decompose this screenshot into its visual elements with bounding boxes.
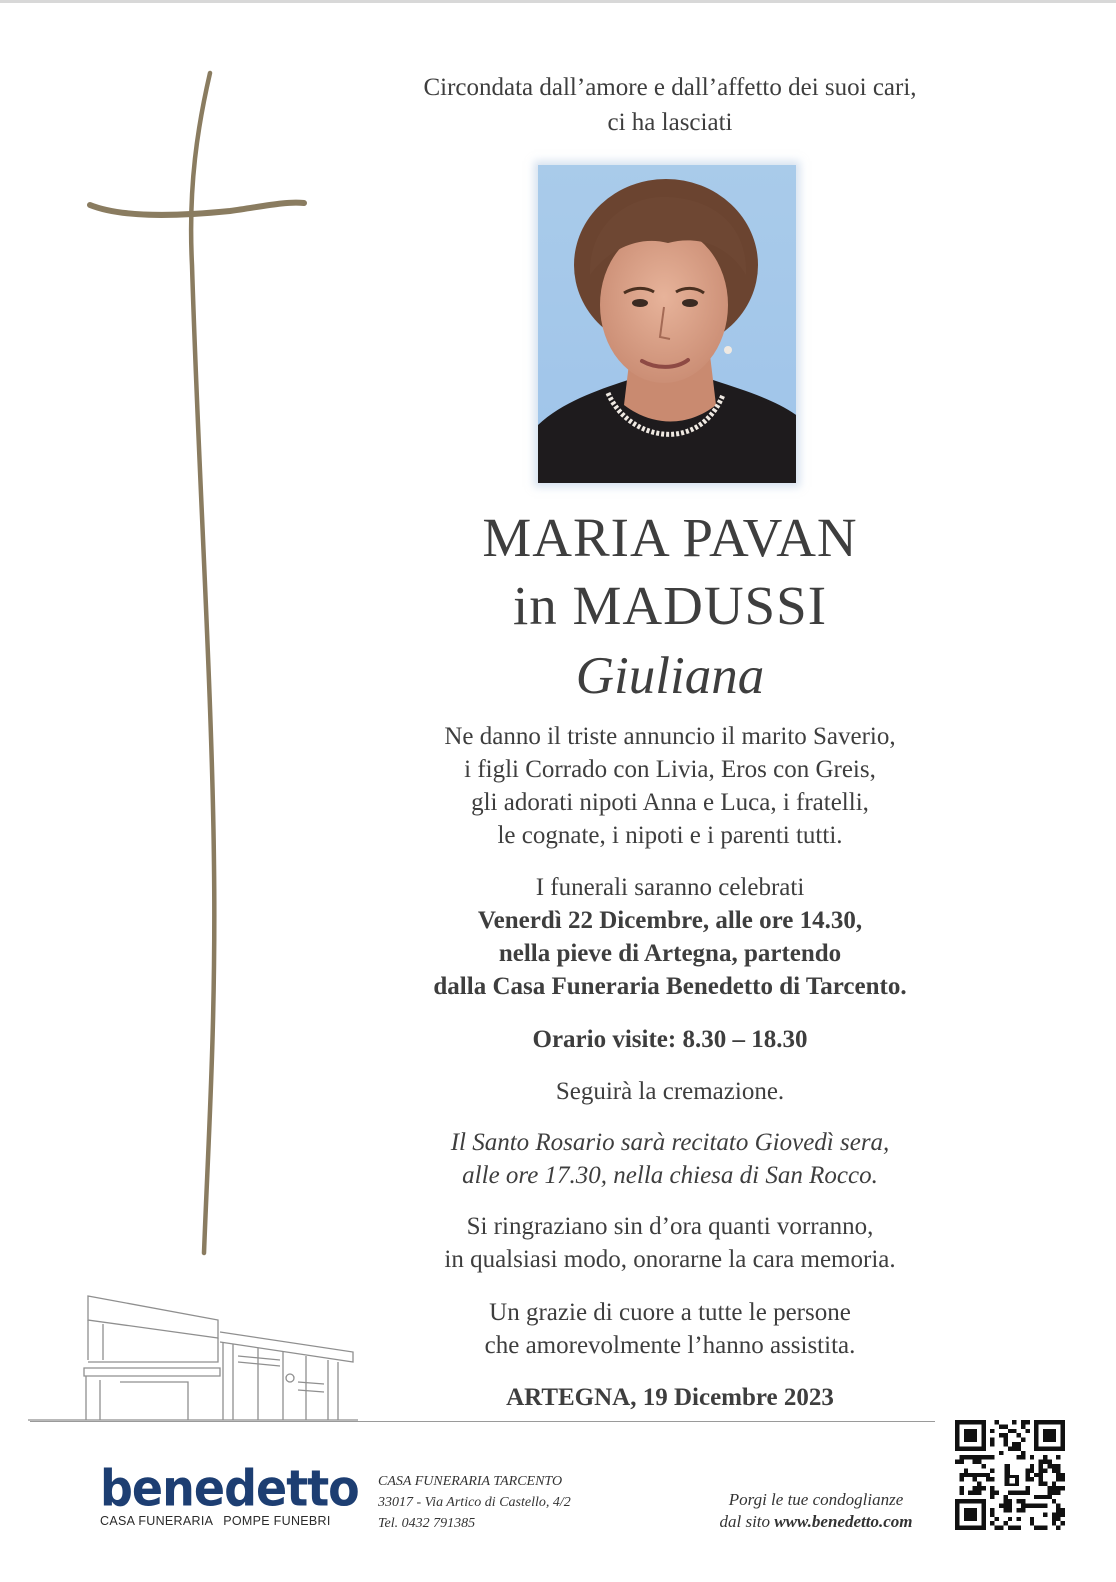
- top-rule: [0, 0, 1116, 3]
- logo-wordmark: benedetto: [100, 1458, 359, 1518]
- announcement-text: Ne danno il triste annuncio il marito Saverio, i figli Corrado con Livia, Eros con Greis, gli adorati nipoti Anna e Luca, i fratelli, le cognate, i nipoti e i parenti tutti.: [444, 723, 896, 849]
- building-icon: [28, 1290, 363, 1425]
- name-line-1: MARIA PAVAN: [482, 507, 858, 568]
- cremation-text: Seguirà la cremazione.: [555, 1078, 785, 1105]
- intro-text: Circondata dall’amore e dall’affetto dei suoi cari, ci ha lasciati: [423, 74, 917, 136]
- portrait-photo: [538, 165, 796, 483]
- footer-divider: [30, 1421, 935, 1422]
- gratitude-text: Un grazie di cuore a tutte le persone che amorevolmente l’hanno assistita.: [484, 1299, 856, 1359]
- qr-code[interactable]: [955, 1420, 1065, 1530]
- thanks-text: Si ringraziano sin d’ora quanti vorranno, in qualsiasi modo, onorarne la cara memoria.: [444, 1213, 896, 1273]
- website-link[interactable]: www.benedetto.com: [774, 1512, 913, 1531]
- funeral-text: I funerali saranno celebrati Venerdì 22 Dicembre, alle ore 14.30, nella pieve di Artegna, partendo dalla Casa Funeraria Benedetto di Tarcento.: [433, 874, 907, 1000]
- name-line-2: in MADUSSI: [512, 575, 828, 636]
- place-date: ARTEGNA, 19 Dicembre 2023: [506, 1384, 834, 1411]
- benedetto-logo: [100, 1458, 359, 1528]
- cross-icon: [80, 65, 320, 1265]
- visit-hours: Orario visite: 8.30 – 18.30: [532, 1026, 808, 1053]
- condolences-text: Porgi le tue condoglianze dal sito www.benedetto.com: [719, 1490, 913, 1531]
- nickname: Giuliana: [575, 647, 765, 705]
- funeral-home-address: CASA FUNERARIA TARCENTO 33017 - Via Artico di Castello, 4/2 Tel. 0432 791385: [378, 1474, 571, 1531]
- logo-subtitle: CASA FUNERARIA POMPE FUNEBRI: [100, 1514, 331, 1528]
- rosary-text: Il Santo Rosario sarà recitato Giovedì sera, alle ore 17.30, nella chiesa di San Rocco.: [450, 1129, 890, 1189]
